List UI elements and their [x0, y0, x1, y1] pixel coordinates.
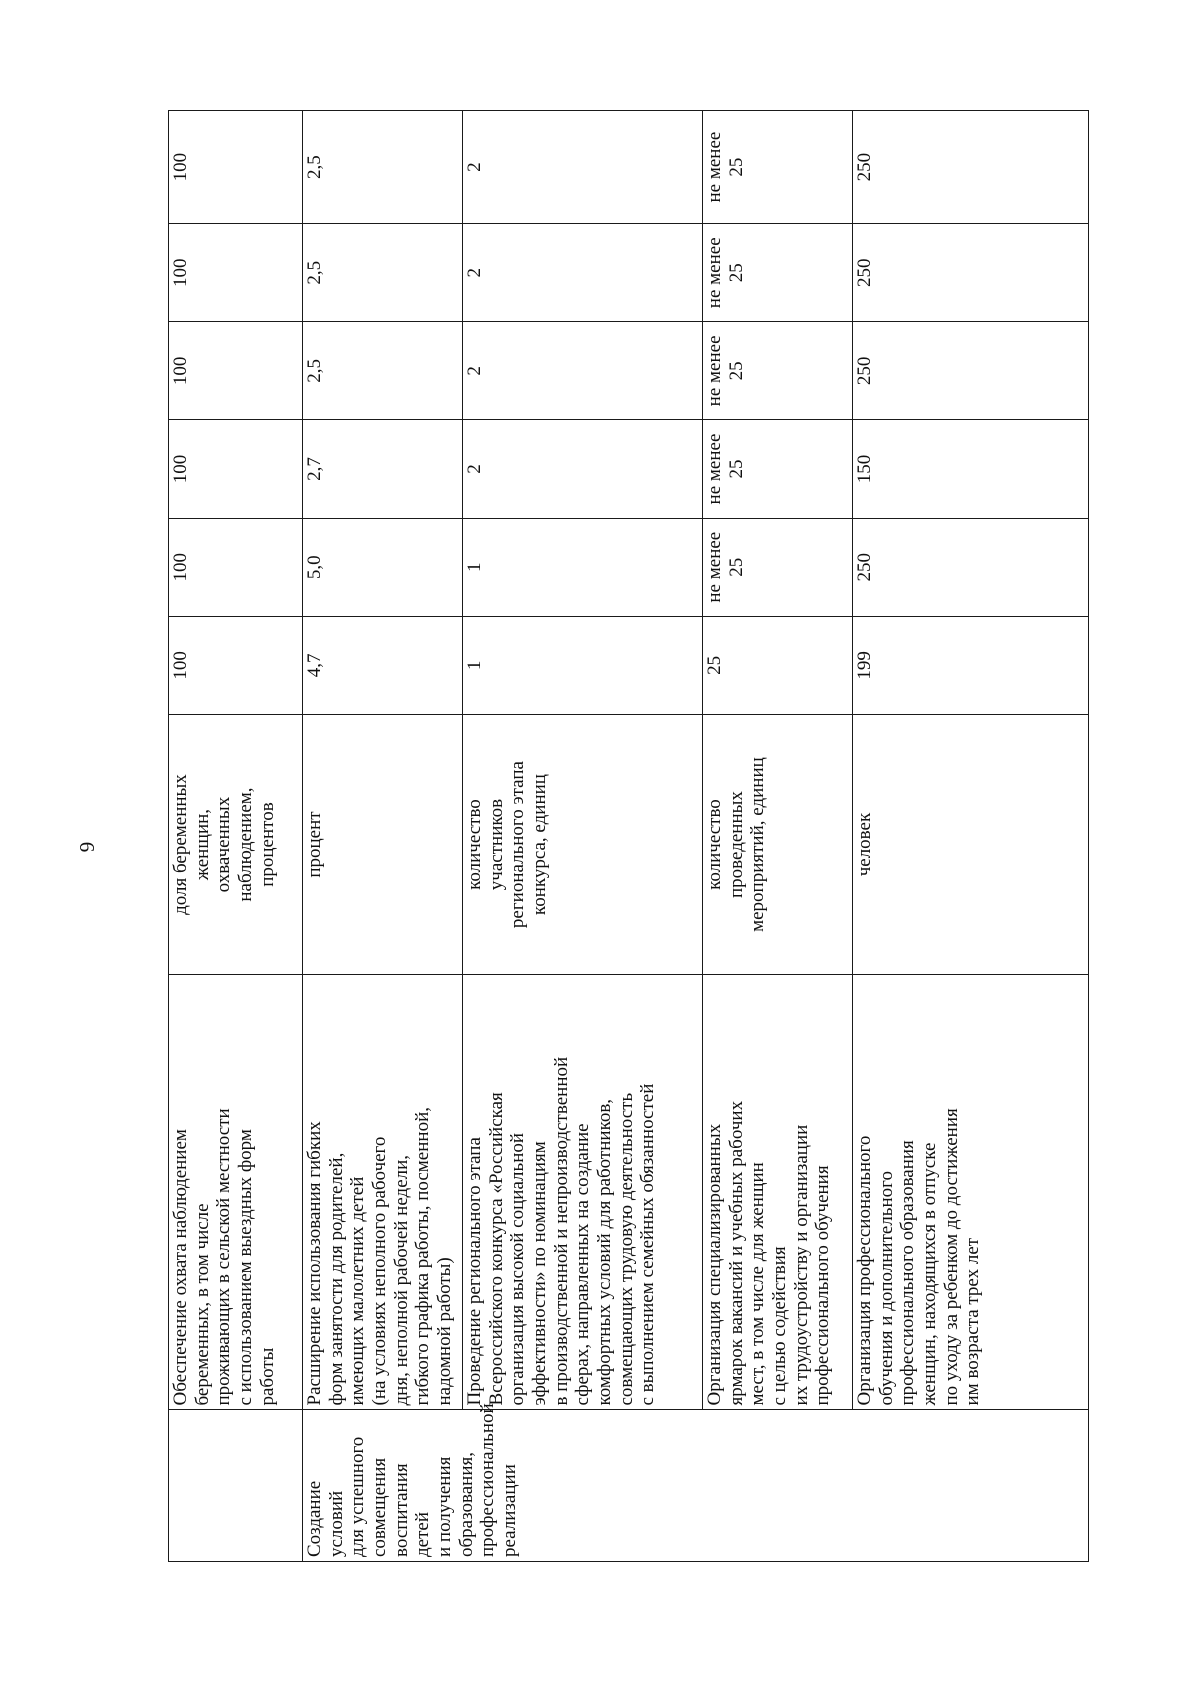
value-cell: 2,5: [303, 111, 463, 224]
value-cell: 199: [853, 616, 1089, 714]
value-cell: 100: [169, 322, 303, 420]
activity-cell: Обеспечение охвата наблюдением беременных, в том числе проживающих в сельской местности с использованием выездных форм работы: [169, 975, 303, 1410]
value-cell: 2: [463, 224, 703, 322]
table-row: [463, 111, 703, 1562]
value-cell: 4,7: [303, 616, 463, 714]
value-cell: не менее 25: [703, 111, 853, 224]
value-cell: 100: [169, 518, 303, 616]
value-cell: 2: [463, 420, 703, 518]
value-cell: 25: [703, 616, 853, 714]
value-cell: 2: [463, 111, 703, 224]
value-cell: не менее 25: [703, 518, 853, 616]
unit-cell: доля беременных женщин, охваченных наблюдением, процентов: [169, 714, 303, 974]
activity-cell: Организация профессионального обучения и дополнительного профессионального образования женщин, находящихся в отпуске по уходу за ребенком до достижения им возраста трех лет: [853, 975, 1089, 1410]
activity-cell: Расширение использования гибких форм занятости для родителей, имеющих малолетних детей (на условиях неполного рабочего дня, неполной рабочей недели, гибкого графика работы, посменной, надомной работы): [303, 975, 463, 1410]
page-number: 6: [75, 841, 99, 853]
group-label-cell: Создание условий для успешного совмещения воспитания детей и получения образования, профессиональной реализации: [303, 1410, 1089, 1562]
unit-cell: количество проведенных мероприятий, единиц: [703, 714, 853, 974]
unit-cell: количество участников регионального этапа конкурса, единиц: [463, 714, 703, 974]
indicators-table: [168, 110, 1089, 1562]
activity-cell: Проведение регионального этапа Всероссийского конкурса «Российская организация высокой социальной эффективности» по номинациям в производственной и непроизводственной сферах, направленных на создание комфортных условий для работников, совмещающих трудовую деятельность с выполнением семейных обязанностей: [463, 975, 703, 1410]
rotated-table-container: [168, 110, 1088, 1562]
value-cell: 1: [463, 518, 703, 616]
value-cell: 100: [169, 111, 303, 224]
value-cell: 1: [463, 616, 703, 714]
value-cell: 100: [169, 224, 303, 322]
value-cell: 250: [853, 518, 1089, 616]
value-cell: не менее 25: [703, 322, 853, 420]
value-cell: 250: [853, 111, 1089, 224]
value-cell: 5,0: [303, 518, 463, 616]
value-cell: 250: [853, 322, 1089, 420]
unit-cell: процент: [303, 714, 463, 974]
group-cell-empty: [169, 1410, 303, 1562]
table-row: [703, 111, 853, 1562]
value-cell: не менее 25: [703, 224, 853, 322]
value-cell: 2,5: [303, 224, 463, 322]
table-row: [853, 111, 1089, 1562]
value-cell: 100: [169, 616, 303, 714]
value-cell: 2,7: [303, 420, 463, 518]
value-cell: 2,5: [303, 322, 463, 420]
table-row: [169, 111, 303, 1562]
value-cell: 150: [853, 420, 1089, 518]
value-cell: 2: [463, 322, 703, 420]
activity-cell: Организация специализированных ярмарок вакансий и учебных рабочих мест, в том числе для женщин с целью содействия их трудоустройству и организации профессионального обучения: [703, 975, 853, 1410]
unit-cell: человек: [853, 714, 1089, 974]
value-cell: 100: [169, 420, 303, 518]
table-row: [303, 111, 463, 1562]
value-cell: не менее 25: [703, 420, 853, 518]
value-cell: 250: [853, 224, 1089, 322]
